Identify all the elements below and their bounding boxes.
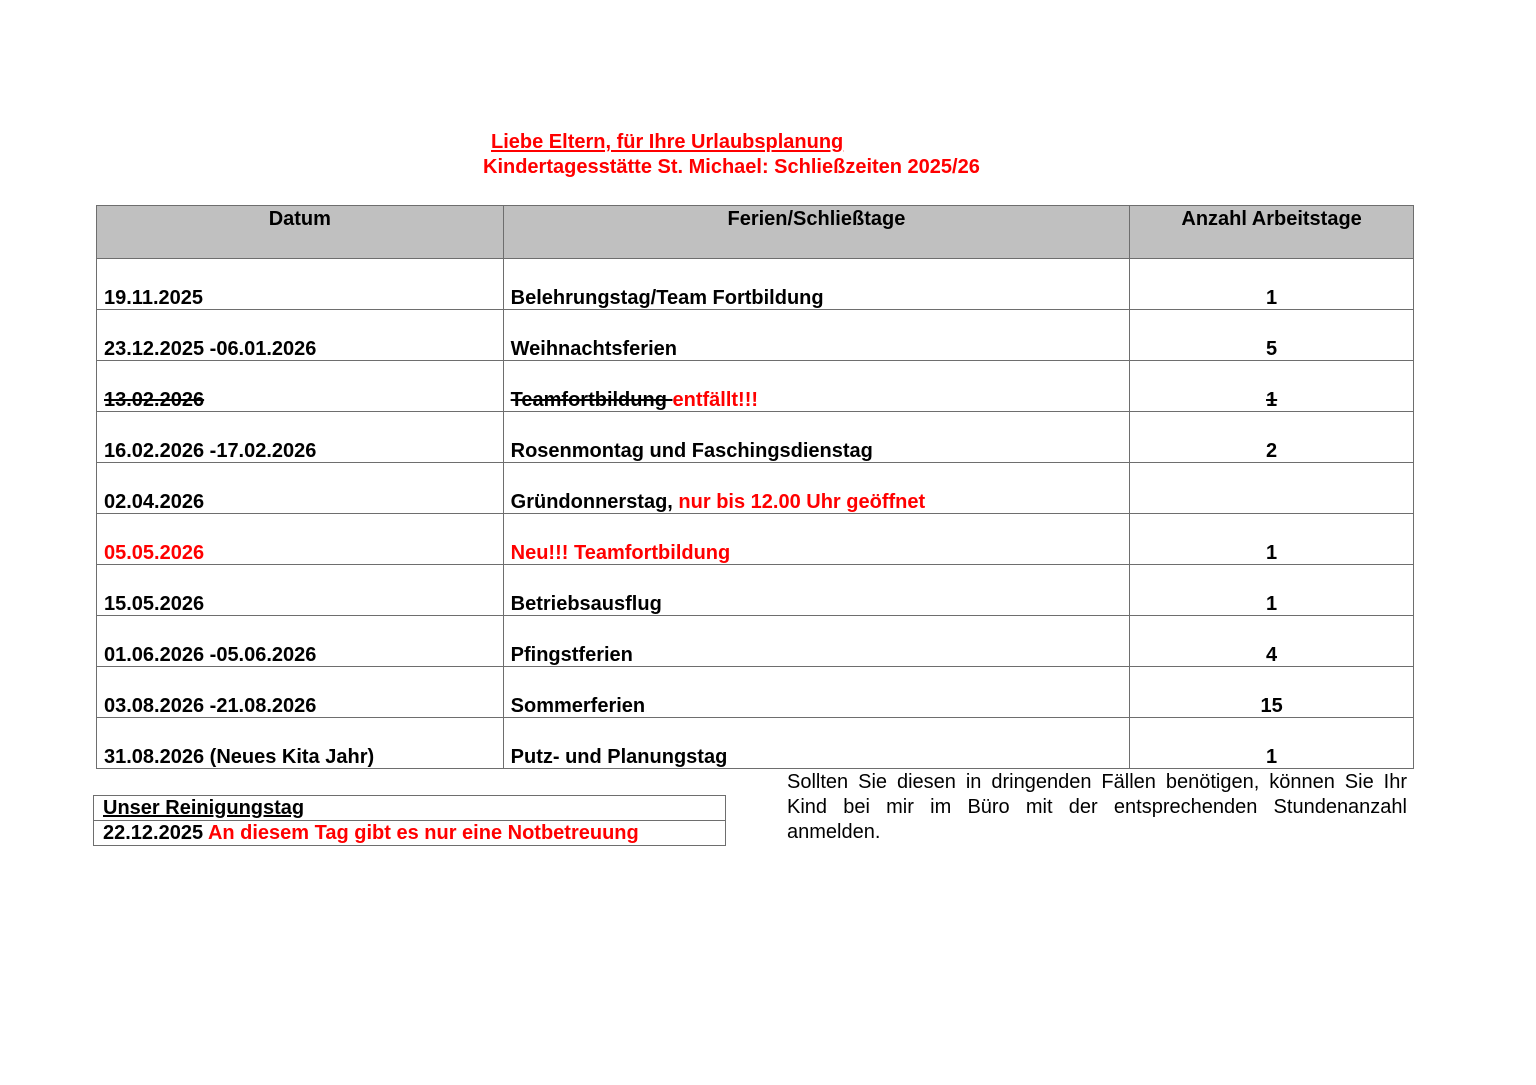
row-date: 16.02.2026 -17.02.2026: [97, 412, 504, 463]
event-label: Gründonnerstag,: [510, 491, 673, 513]
column-header-date: Datum: [97, 206, 504, 259]
event-label: Putz- und Planungstag: [510, 746, 728, 768]
event-label: Neu!!! Teamfortbildung: [510, 542, 731, 564]
cleaning-day-box: [93, 795, 726, 846]
row-days: 1: [1130, 514, 1414, 565]
row-days: 1: [1130, 259, 1414, 310]
table-row: [97, 718, 1414, 769]
event-note: entfällt!!!: [672, 389, 759, 411]
cleaning-day-heading: Unser Reinigungstag: [103, 797, 305, 819]
row-event: [503, 667, 1130, 718]
table-row: [97, 667, 1414, 718]
table-row: [97, 463, 1414, 514]
event-label: Weihnachtsferien: [510, 338, 677, 360]
greeting-heading: Liebe Eltern, für Ihre Urlaubsplanung: [491, 131, 844, 153]
column-header-days: Anzahl Arbeitstage: [1130, 206, 1414, 259]
row-event: [503, 412, 1130, 463]
row-event: [503, 616, 1130, 667]
table-header-row: [97, 206, 1414, 259]
row-event: [503, 310, 1130, 361]
table-row: [97, 259, 1414, 310]
table-row: [97, 514, 1414, 565]
row-date: 15.05.2026: [97, 565, 504, 616]
row-days: 15: [1130, 667, 1414, 718]
row-date: 05.05.2026: [97, 514, 504, 565]
event-label: Teamfortbildung: [510, 389, 673, 411]
event-label: Pfingstferien: [510, 644, 633, 666]
row-date: 23.12.2025 -06.01.2026: [97, 310, 504, 361]
row-event: [503, 565, 1130, 616]
table-row: [97, 310, 1414, 361]
event-note: nur bis 12.00 Uhr geöffnet: [672, 491, 926, 513]
closing-days-table: [96, 205, 1414, 769]
row-days: 5: [1130, 310, 1414, 361]
cleaning-day-date: 22.12.2025: [103, 822, 204, 844]
column-header-event: Ferien/Schließtage: [503, 206, 1130, 259]
table-row: [97, 412, 1414, 463]
row-event: [503, 259, 1130, 310]
row-date: 19.11.2025: [97, 259, 504, 310]
table-row: [97, 616, 1414, 667]
event-label: Rosenmontag und Faschingsdienstag: [510, 440, 873, 462]
row-days: 1: [1130, 718, 1414, 769]
table-row: [97, 565, 1414, 616]
row-days: 2: [1130, 412, 1414, 463]
row-event: [503, 463, 1130, 514]
row-days: 1: [1130, 361, 1414, 412]
row-date: 01.06.2026 -05.06.2026: [97, 616, 504, 667]
table-row: [97, 361, 1414, 412]
cleaning-day-note: An diesem Tag gibt es nur eine Notbetreuung: [207, 822, 639, 844]
row-event: [503, 514, 1130, 565]
row-event: [503, 718, 1130, 769]
row-days: 4: [1130, 616, 1414, 667]
event-label: Belehrungstag/Team Fortbildung: [510, 287, 824, 309]
event-label: Betriebsausflug: [510, 593, 662, 615]
document-title: Kindertagesstätte St. Michael: Schließzeiten 2025/26: [483, 156, 980, 178]
row-event: [503, 361, 1130, 412]
row-date: 31.08.2026 (Neues Kita Jahr): [97, 718, 504, 769]
emergency-care-note: Sollten Sie diesen in dringenden Fällen benötigen, können Sie Ihr Kind bei mir im Büro mit der entsprechenden Stundenanzahl anmelden.: [787, 771, 1407, 843]
event-label: Sommerferien: [510, 695, 646, 717]
row-date: 02.04.2026: [97, 463, 504, 514]
row-date: 13.02.2026: [97, 361, 504, 412]
row-days: [1130, 463, 1414, 514]
row-days: 1: [1130, 565, 1414, 616]
row-date: 03.08.2026 -21.08.2026: [97, 667, 504, 718]
